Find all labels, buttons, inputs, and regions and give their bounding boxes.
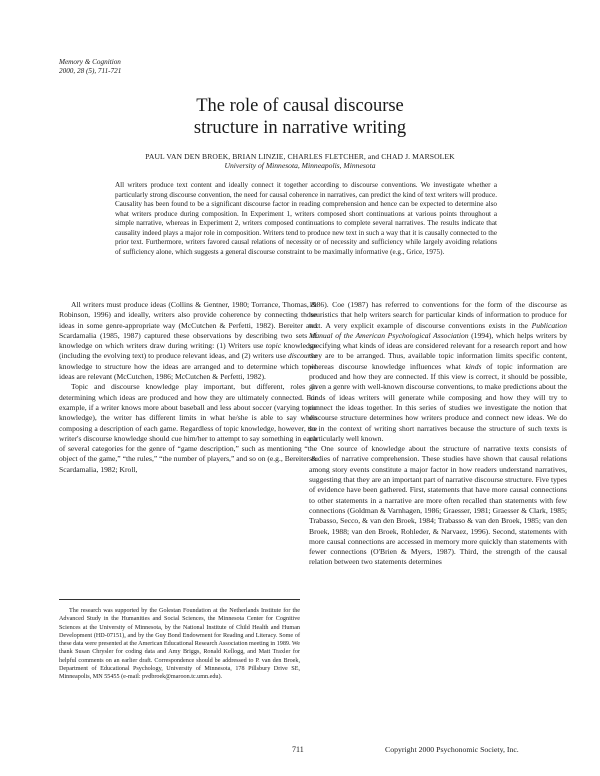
author-list: PAUL VAN DEN BROEK, BRIAN LINZIE, CHARLES FLETCHER, and CHAD J. MARSOLEK: [145, 152, 455, 161]
italic-run: kinds: [465, 361, 482, 371]
footnote-divider: [59, 599, 300, 600]
left-column: [59, 300, 317, 475]
italic-run: topic: [265, 341, 282, 351]
left-paragraph-2: Topic and discourse knowledge play important, but different, roles in determining which ideas are produced and how they are ultimately connected. For example, if a writer knows more about baseball and less about soccer (varying topic knowledge), the writer has different limits in what he/she is able to say when composing a description of each game. Regardless of topic knowledge, however, the writer's discourse knowledge should cue him/her to attempt to say something in each of several categories for the genre of “game description,” such as mentioning “the object of the game,” “the rules,” “the number of players,” and so on (e.g., Bereiter & Scardamalia, 1982; Kroll,: [59, 382, 317, 474]
italic-run: Publication Manual of the American Psychological Association: [309, 320, 567, 340]
copyright-notice: Copyright 2000 Psychonomic Society, Inc.: [385, 745, 519, 754]
journal-name: Memory & Cognition: [59, 58, 121, 66]
text-run: 1986). Coe (1987) has referred to conventions for the form of the discourse as heuristics that help writers search for particular kinds of information to produce for text. A very explicit example of discourse conventions exists in the: [309, 300, 567, 330]
footnote: The research was supported by the Golestan Foundation at the Netherlands Institute for the Advanced Study in the Humanities and Social Sciences, the Minnesota Center for Cognitive Sciences at the University of Minnesota, by the National Institute of Child Health and Human Development (HD-07151), and by the Guy Bond Endowment for Reading and Literacy. Some of these data were presented at the American Educational Research Association meeting in 1989. We thank Susan Chrysler for coding data and Amy Briggs, Ronald Kellogg, and Matt Traxler for helpful comments on an earlier draft. Correspondence should be addressed to P. van den Broek, Department of Educational Psychology, University of Minnesota, 178 Pillsbury Drive SE, Minneapolis, MN 55455 (e-mail: pvdbroek@maroon.tc.umn.edu).: [59, 608, 300, 680]
text-run: knowledge to structure how the ideas are arranged and to determine which topic ideas are relevant (McCutchen, 1986; McCutchen & Perfetti, 1982).: [59, 361, 317, 382]
left-paragraph-1: [59, 300, 317, 382]
journal-citation: 2000, 28 (5), 711-721: [59, 67, 122, 75]
affiliation: University of Minnesota, Minneapolis, Minnesota: [224, 161, 376, 170]
right-column: [309, 300, 567, 568]
text-run: knowledge (including the evolving text) to produce relevant ideas, and (2) writers use: [59, 341, 317, 361]
text-run: All writers must produce ideas (Collins & Gentner, 1980; Torrance, Thomas, & Robinson, 1996) and ideally, writers also provide coherence by connecting those ideas in some genre-appropriate way (McCutchen & Perfetti, 1982). Bereiter and Scardamalia (1985, 1987) captured these observations by describing two sets of knowledge on which writers draw during writing: (1) Writers use: [59, 300, 317, 351]
abstract: All writers produce text content and ideally connect it together according to discourse conventions. We investigate whether a particularly strong discourse convention, the need for causal coherence in narratives, can predict the kind of text writers will produce. Causality has been found to be a significant discourse factor in reading comprehension and hence can be expected to determine also what writers produce during composition. In Experiment 1, writers composed short continuations at various points throughout a simple narrative, whereas in Experiment 2, writers composed continuations to complete several narratives. The results indicate that causality indeed plays a major role in composition. Writers tend to produce new text in such a way that it is causally connected to the prior text. Furthermore, writers favored causal relations of necessity or of necessity and sufficiency while largely avoiding relations of sufficiency alone, which suggests a general discourse constraint to be maximally informative (e.g., Grice, 1975).: [115, 181, 497, 256]
italic-run: discourse: [287, 351, 317, 361]
right-paragraph-1: [309, 300, 567, 444]
paper-title: [0, 95, 600, 139]
right-paragraph-2: One source of knowledge about the structure of narrative texts consists of studies of narrative comprehension. These studies have shown that causal relations among story events constitute a major factor in how readers understand narratives, suggesting that they are an important part of narrative discourse structure. Five types of evidence have been gathered. First, statements that have more causal connections to other statements in a narrative are more often recalled than statements with few connections (Goldman & Varnhagen, 1986; Graesser, 1981; Graesser & Clark, 1985; Trabasso, Secco, & van den Broek, 1984; Trabasso & van den Broek, 1985; van den Broek, 1988; van den Broek, Rohleder, & Narvaez, 1996). Second, statements with more causal connections are accessed in memory more quickly than statements with fewer connections (O'Brien & Myers, 1987). Third, the strength of the causal relation between two statements determines: [309, 444, 567, 567]
page-number: 711: [292, 745, 304, 754]
text-run: of topic information are produced and how they are connected. If this view is correct, it should be possible, given a genre with well-known discourse conventions, to make predictions about the kinds of ideas writers will generate while composing and how they will try to connect the ideas together. In this series of studies we investigate the notion that discourse structure determines how writers produce and connect new ideas. We do so in the context of writing short narratives because the structure of such texts is particularly well known.: [309, 361, 567, 443]
title-line-1: The role of causal discourse: [196, 96, 404, 116]
journal-header: [59, 58, 121, 76]
title-line-2: structure in narrative writing: [193, 118, 407, 138]
text-run: (1994), which helps writers by specifying what kinds of ideas are considered relevant for a research report and how they are to be arranged. Thus, available topic information limits specific content, whereas discourse knowledge influences what: [309, 330, 567, 371]
